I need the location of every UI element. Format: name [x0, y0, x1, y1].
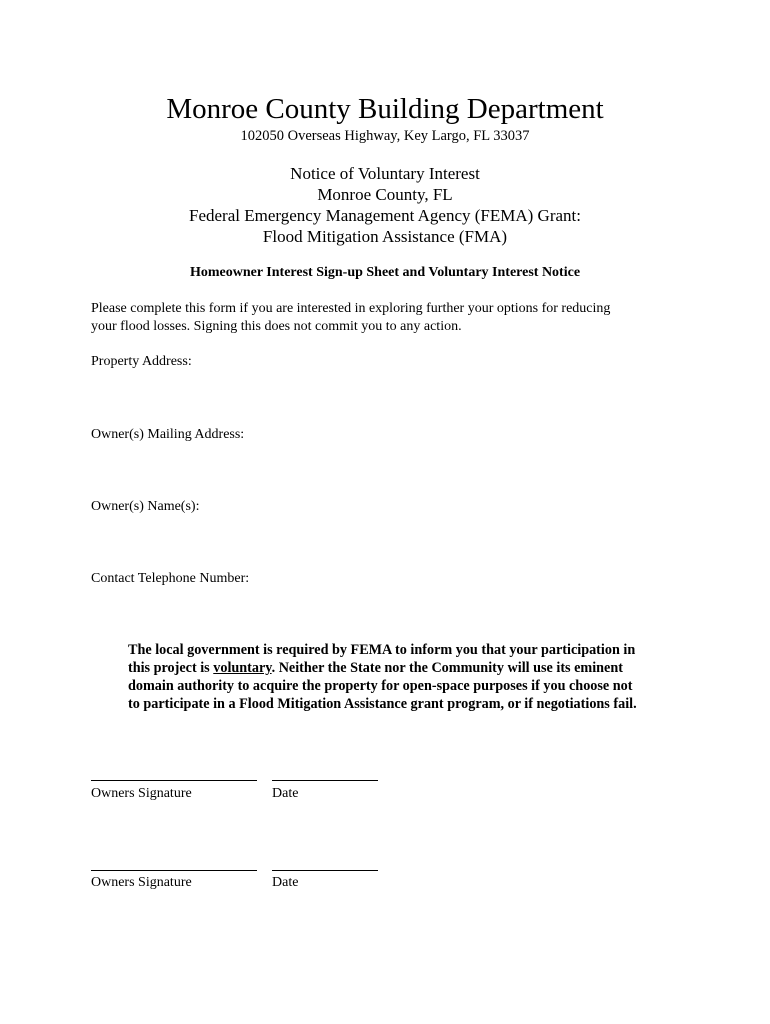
telephone-label: Contact Telephone Number:	[91, 571, 250, 586]
notice-line-2-start: this project is	[128, 660, 214, 676]
notice-line-2	[128, 659, 688, 677]
owners-signature-label-1: Owners Signature	[91, 786, 192, 801]
property-address-label: Property Address:	[91, 354, 192, 369]
notice-heading-line-2: Monroe County, FL	[317, 185, 453, 204]
voluntary-emphasis: voluntary	[213, 660, 272, 676]
signature-line-1[interactable]	[91, 780, 257, 781]
notice-heading-line-4: Flood Mitigation Assistance (FMA)	[262, 227, 508, 246]
department-address: 102050 Overseas Highway, Key Largo, FL 33037	[240, 128, 530, 144]
notice-line-3: domain authority to acquire the property for open-space purposes if you choose not	[128, 678, 633, 694]
notice-heading-line-1: Notice of Voluntary Interest	[290, 164, 480, 183]
notice-line-1: The local government is required by FEMA to inform you that your participation in	[128, 642, 636, 658]
form-subheading: Homeowner Interest Sign-up Sheet and Voluntary Interest Notice	[189, 265, 581, 280]
owners-signature-label-2: Owners Signature	[91, 875, 192, 890]
date-line-1[interactable]	[272, 780, 378, 781]
intro-text-line-2: your flood losses. Signing this does not commit you to any action.	[91, 319, 462, 334]
owner-names-label: Owner(s) Name(s):	[91, 499, 200, 514]
notice-heading-line-3: Federal Emergency Management Agency (FEMA) Grant:	[189, 206, 581, 225]
page-title: Monroe County Building Department	[166, 93, 604, 125]
date-label-2: Date	[272, 875, 299, 890]
mailing-address-label: Owner(s) Mailing Address:	[91, 427, 245, 442]
notice-line-4: to participate in a Flood Mitigation Assistance grant program, or if negotiations fail.	[128, 696, 637, 712]
intro-text-line-1: Please complete this form if you are interested in exploring further your options for reducing	[91, 301, 611, 316]
signature-line-2[interactable]	[91, 870, 257, 871]
voluntary-participation-notice	[128, 641, 688, 713]
date-label-1: Date	[272, 786, 299, 801]
notice-line-2-end: . Neither the State nor the Community will use its eminent	[271, 660, 623, 676]
date-line-2[interactable]	[272, 870, 378, 871]
